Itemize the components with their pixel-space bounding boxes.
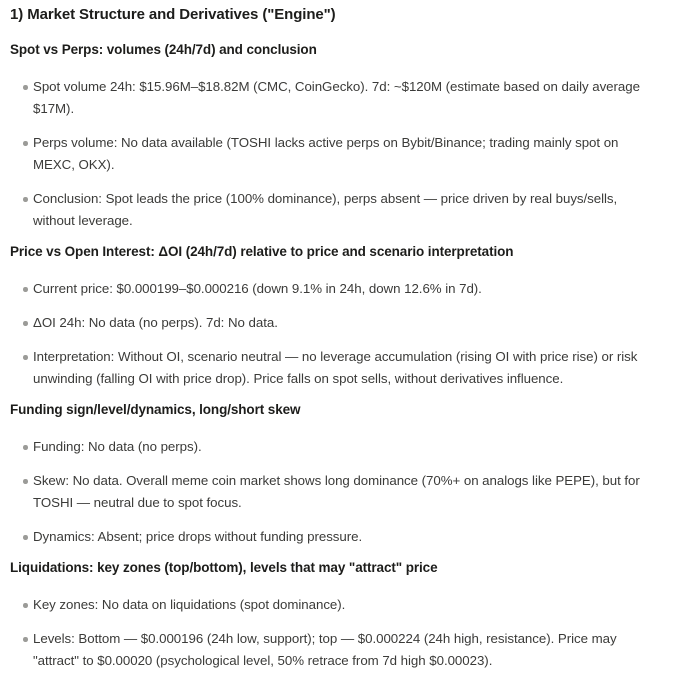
bullet-text: Interpretation: Without OI, scenario neutral — no leverage accumulation (rising OI with price rise) or risk unwinding (falling OI with price drop). Price falls on spot sells, without derivatives influence. — [33, 349, 638, 386]
bullet-text: Current price: $0.000199–$0.000216 (down 9.1% in 24h, down 12.6% in 7d). — [33, 281, 482, 296]
bullet-text: Funding: No data (no perps). — [33, 439, 202, 454]
list-item — [10, 76, 662, 120]
bullet-icon — [23, 637, 28, 642]
document-title: 1) Market Structure and Derivatives ("Engine") — [10, 6, 336, 23]
section-heading-price-vs-open-interest: Price vs Open Interest: ΔOI (24h/7d) relative to price and scenario interpretation — [10, 244, 514, 259]
bullet-icon — [23, 445, 28, 450]
list-item — [10, 526, 662, 548]
bullet-text: ΔOI 24h: No data (no perps). 7d: No data. — [33, 315, 278, 330]
bullet-text: Skew: No data. Overall meme coin market shows long dominance (70%+ on analogs like PEPE), but for TOSHI — neutral due to spot focus. — [33, 473, 640, 510]
bullet-list-price-vs-open-interest — [10, 278, 662, 390]
section-heading-liquidations: Liquidations: key zones (top/bottom), levels that may "attract" price — [10, 560, 438, 575]
bullet-list-spot-vs-perps — [10, 76, 662, 232]
bullet-list-funding — [10, 436, 662, 548]
bullet-icon — [23, 603, 28, 608]
bullet-text: Levels: Bottom — $0.000196 (24h low, support); top — $0.000224 (24h high, resistance). Price may "attract" to $0.00020 (psychological level, 50% retrace from 7d high $0.00023). — [33, 631, 617, 668]
bullet-icon — [23, 321, 28, 326]
list-item — [10, 188, 662, 232]
list-item — [10, 346, 662, 390]
bullet-icon — [23, 479, 28, 484]
bullet-text: Conclusion: Spot leads the price (100% dominance), perps absent — price driven by real buys/sells, without leverage. — [33, 191, 618, 228]
bullet-icon — [23, 535, 28, 540]
bullet-text: Spot volume 24h: $15.96M–$18.82M (CMC, CoinGecko). 7d: ~$120M (estimate based on daily average $17M). — [33, 79, 640, 116]
section-heading-funding: Funding sign/level/dynamics, long/short skew — [10, 402, 301, 417]
bullet-icon — [23, 85, 28, 90]
list-item — [10, 628, 662, 672]
list-item — [10, 278, 662, 300]
list-item — [10, 594, 662, 616]
bullet-text: Key zones: No data on liquidations (spot dominance). — [33, 597, 346, 612]
list-item — [10, 132, 662, 176]
bullet-icon — [23, 355, 28, 360]
bullet-text: Dynamics: Absent; price drops without funding pressure. — [33, 529, 363, 544]
list-item — [10, 312, 662, 334]
list-item — [10, 436, 662, 458]
bullet-icon — [23, 287, 28, 292]
bullet-icon — [23, 197, 28, 202]
bullet-text: Perps volume: No data available (TOSHI lacks active perps on Bybit/Binance; trading mainly spot on MEXC, OKX). — [33, 135, 619, 172]
bullet-list-liquidations — [10, 594, 662, 672]
section-heading-spot-vs-perps: Spot vs Perps: volumes (24h/7d) and conclusion — [10, 42, 317, 57]
list-item — [10, 470, 662, 514]
bullet-icon — [23, 141, 28, 146]
